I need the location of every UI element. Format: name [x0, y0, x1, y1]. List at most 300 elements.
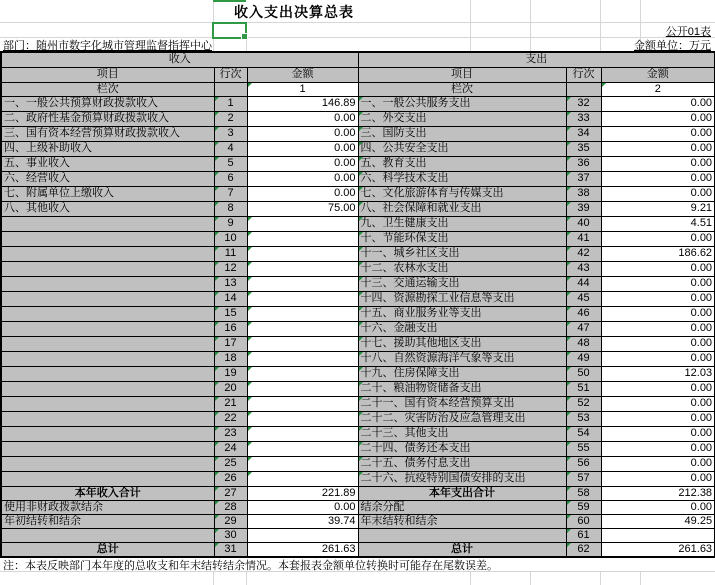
- income-line-cell-text: 24: [224, 442, 237, 454]
- fill-handle[interactable]: [241, 33, 248, 40]
- expense-amount-cell[interactable]: [601, 156, 715, 171]
- expense-colindex-value[interactable]: [601, 82, 715, 96]
- error-indicator-triangle-icon: [359, 307, 363, 311]
- expense-amount-cell[interactable]: [601, 426, 715, 441]
- expense-line-cell[interactable]: [566, 231, 601, 246]
- expense-line-cell[interactable]: [566, 381, 601, 396]
- income-item-cell[interactable]: [1, 514, 214, 528]
- income-line-cell[interactable]: [214, 514, 247, 528]
- expense-line-cell-text: 40: [577, 217, 590, 229]
- income-item-cell[interactable]: [1, 201, 214, 216]
- expense-item-col-header[interactable]: 项目: [358, 67, 566, 82]
- income-item-cell[interactable]: [1, 543, 214, 558]
- income-item-cell[interactable]: [1, 411, 214, 426]
- expense-line-cell[interactable]: [566, 276, 601, 291]
- expense-item-cell[interactable]: [358, 543, 566, 558]
- income-amount-cell[interactable]: [247, 231, 358, 246]
- income-line-cell[interactable]: [214, 456, 247, 471]
- income-line-cell[interactable]: [214, 261, 247, 276]
- expense-line-cell[interactable]: [566, 426, 601, 441]
- table-row: [1, 321, 715, 336]
- error-indicator-triangle-icon: [567, 337, 571, 341]
- expense-item-cell[interactable]: [358, 111, 566, 126]
- expense-item-cell[interactable]: [358, 351, 566, 366]
- expense-amount-cell[interactable]: [601, 216, 715, 231]
- error-indicator-triangle-icon: [248, 292, 252, 296]
- error-indicator-triangle-icon: [359, 172, 363, 176]
- expense-colindex-label[interactable]: 栏次: [358, 82, 566, 96]
- income-amount-cell[interactable]: [247, 543, 358, 558]
- income-line-cell[interactable]: [214, 321, 247, 336]
- expense-line-cell[interactable]: [566, 336, 601, 351]
- expense-line-cell[interactable]: [566, 471, 601, 486]
- expense-amount-cell-text: 0.00: [690, 277, 713, 289]
- income-amount-cell[interactable]: [247, 126, 358, 141]
- income-item-cell[interactable]: [1, 171, 214, 186]
- expense-amount-cell[interactable]: [601, 336, 715, 351]
- income-amount-cell[interactable]: [247, 471, 358, 486]
- table-row: [1, 426, 715, 441]
- income-item-cell[interactable]: [1, 306, 214, 321]
- expense-item-cell[interactable]: [358, 126, 566, 141]
- income-colindex-line-cell[interactable]: [214, 82, 247, 96]
- income-amount-cell[interactable]: [247, 426, 358, 441]
- error-indicator-triangle-icon: [567, 292, 571, 296]
- income-amount-cell[interactable]: [247, 291, 358, 306]
- expense-item-cell[interactable]: [358, 514, 566, 528]
- expense-line-cell-text: 55: [577, 442, 590, 454]
- expense-item-cell[interactable]: [358, 291, 566, 306]
- table-row: [1, 471, 715, 486]
- expense-line-cell[interactable]: [566, 456, 601, 471]
- error-indicator-triangle-icon: [248, 277, 252, 281]
- expense-line-cell[interactable]: [566, 96, 601, 111]
- income-amount-cell[interactable]: [247, 381, 358, 396]
- expense-line-cell[interactable]: [566, 171, 601, 186]
- income-amount-cell[interactable]: [247, 396, 358, 411]
- expense-amount-cell[interactable]: [601, 186, 715, 201]
- expense-line-cell[interactable]: [566, 411, 601, 426]
- error-indicator-triangle-icon: [359, 217, 363, 221]
- income-line-cell[interactable]: [214, 426, 247, 441]
- income-amount-cell[interactable]: [247, 441, 358, 456]
- income-amount-cell[interactable]: [247, 486, 358, 500]
- expense-amount-col-header[interactable]: 金额: [601, 67, 715, 82]
- income-line-cell-text: 9: [227, 217, 234, 229]
- income-amount-cell-text: 0.00: [334, 172, 356, 184]
- income-line-col-header[interactable]: 行次: [214, 67, 247, 82]
- table-row: [1, 291, 715, 306]
- expense-amount-cell-text: 9.21: [690, 202, 713, 214]
- expense-item-cell[interactable]: [358, 306, 566, 321]
- expense-item-cell-text: 结余分配: [360, 500, 405, 513]
- expense-item-cell[interactable]: [358, 171, 566, 186]
- expense-amount-cell[interactable]: [601, 171, 715, 186]
- income-amount-cell[interactable]: [247, 306, 358, 321]
- income-line-cell-text: 12: [224, 262, 237, 274]
- error-indicator-triangle-icon: [359, 337, 363, 341]
- error-indicator-triangle-icon: [215, 127, 219, 131]
- expense-amount-cell[interactable]: [601, 486, 715, 500]
- income-line-cell[interactable]: [214, 186, 247, 201]
- expense-amount-cell-text: 0.00: [690, 472, 713, 484]
- expense-line-cell-text: 33: [577, 112, 590, 124]
- expense-colindex-line-cell[interactable]: [566, 82, 601, 96]
- expense-item-cell[interactable]: [358, 426, 566, 441]
- expense-amount-cell[interactable]: [601, 500, 715, 514]
- sheet-code-label[interactable]: 公开01表: [665, 26, 711, 38]
- expense-amount-cell[interactable]: [601, 291, 715, 306]
- income-amount-cell[interactable]: [247, 141, 358, 156]
- expense-amount-cell[interactable]: [601, 276, 715, 291]
- income-item-cell[interactable]: [1, 456, 214, 471]
- income-line-cell[interactable]: [214, 366, 247, 381]
- expense-amount-cell[interactable]: [601, 381, 715, 396]
- income-item-cell[interactable]: [1, 366, 214, 381]
- expense-amount-cell-text: 0.00: [690, 382, 713, 394]
- expense-line-cell[interactable]: [566, 186, 601, 201]
- expense-amount-cell[interactable]: [601, 543, 715, 558]
- gridline: [640, 571, 641, 585]
- expense-line-cell[interactable]: [566, 500, 601, 514]
- expense-line-cell[interactable]: [566, 514, 601, 528]
- income-line-cell[interactable]: [214, 291, 247, 306]
- income-line-cell[interactable]: [214, 171, 247, 186]
- expense-item-cell[interactable]: [358, 276, 566, 291]
- expense-line-cell[interactable]: [566, 366, 601, 381]
- expense-item-cell[interactable]: [358, 411, 566, 426]
- income-amount-cell[interactable]: [247, 216, 358, 231]
- expense-amount-cell-text: 0.00: [690, 112, 713, 124]
- expense-amount-cell-text: 0.00: [690, 292, 713, 304]
- expense-line-cell[interactable]: [566, 246, 601, 261]
- income-amount-cell[interactable]: [247, 201, 358, 216]
- expense-line-cell[interactable]: [566, 291, 601, 306]
- income-amount-cell[interactable]: [247, 171, 358, 186]
- income-item-cell-text: 二、政府性基金预算财政拨款收入: [4, 112, 169, 124]
- expense-amount-cell-text: 0.00: [690, 352, 713, 364]
- income-amount-cell-text: 146.89: [321, 97, 356, 109]
- income-item-cell[interactable]: [1, 321, 214, 336]
- error-indicator-triangle-icon: [215, 352, 219, 356]
- income-item-cell[interactable]: [1, 426, 214, 441]
- expense-amount-cell[interactable]: [601, 411, 715, 426]
- error-indicator-triangle-icon: [567, 397, 571, 401]
- income-line-cell-text: 8: [227, 202, 234, 214]
- income-line-cell[interactable]: [214, 216, 247, 231]
- table-row: [1, 216, 715, 231]
- income-item-cell[interactable]: [1, 186, 214, 201]
- income-line-cell[interactable]: [214, 126, 247, 141]
- expense-item-cell[interactable]: [358, 500, 566, 514]
- expense-line-cell[interactable]: [566, 306, 601, 321]
- income-amount-cell[interactable]: [247, 456, 358, 471]
- income-line-cell[interactable]: [214, 141, 247, 156]
- expense-line-cell[interactable]: [566, 111, 601, 126]
- income-line-cell[interactable]: [214, 96, 247, 111]
- expense-line-cell-text: 34: [577, 127, 590, 139]
- error-indicator-triangle-icon: [215, 97, 219, 101]
- expense-line-cell-text: 36: [577, 157, 590, 169]
- expense-line-cell[interactable]: [566, 201, 601, 216]
- expense-item-cell-text: 四、公共安全支出: [360, 142, 449, 154]
- expense-amount-cell[interactable]: [601, 126, 715, 141]
- income-item-cell[interactable]: [1, 471, 214, 486]
- expense-item-cell-text: 一、一般公共服务支出: [360, 97, 471, 109]
- error-indicator-triangle-icon: [215, 322, 219, 326]
- error-indicator-triangle-icon: [215, 529, 219, 533]
- error-indicator-triangle-icon: [248, 232, 252, 236]
- expense-amount-cell[interactable]: [601, 306, 715, 321]
- expense-amount-cell[interactable]: [601, 96, 715, 111]
- expense-line-cell[interactable]: [566, 486, 601, 500]
- income-amount-cell[interactable]: [247, 186, 358, 201]
- expense-line-cell-text: 52: [577, 397, 590, 409]
- expense-line-cell[interactable]: [566, 529, 601, 543]
- income-item-cell[interactable]: [1, 141, 214, 156]
- income-item-cell-text: 总计: [96, 543, 119, 556]
- income-item-col-header[interactable]: 项目: [1, 67, 214, 82]
- expense-amount-cell[interactable]: [601, 456, 715, 471]
- expense-item-cell[interactable]: [358, 246, 566, 261]
- income-item-cell[interactable]: [1, 291, 214, 306]
- income-section-header[interactable]: 收入: [1, 52, 358, 67]
- expense-amount-cell[interactable]: [601, 201, 715, 216]
- expense-line-cell[interactable]: [566, 126, 601, 141]
- income-item-cell[interactable]: [1, 231, 214, 246]
- income-line-cell[interactable]: [214, 351, 247, 366]
- income-item-cell[interactable]: [1, 351, 214, 366]
- expense-line-cell-text: 57: [577, 472, 590, 484]
- expense-item-cell-text: 十二、农林水支出: [360, 262, 449, 274]
- expense-amount-cell-text: 212.38: [678, 486, 713, 499]
- income-amount-cell[interactable]: [247, 500, 358, 514]
- expense-item-cell[interactable]: [358, 396, 566, 411]
- expense-amount-cell[interactable]: [601, 261, 715, 276]
- expense-amount-cell[interactable]: [601, 366, 715, 381]
- expense-item-cell[interactable]: [358, 336, 566, 351]
- expense-item-cell-text: 二十一、国有资本经营预算支出: [360, 397, 515, 409]
- expense-item-cell[interactable]: [358, 321, 566, 336]
- error-indicator-triangle-icon: [215, 427, 219, 431]
- income-amount-cell[interactable]: [247, 351, 358, 366]
- income-amount-cell[interactable]: [247, 336, 358, 351]
- expense-amount-cell[interactable]: [601, 471, 715, 486]
- error-indicator-triangle-icon: [248, 352, 252, 356]
- expense-item-cell[interactable]: [358, 231, 566, 246]
- table-row: [1, 366, 715, 381]
- error-indicator-triangle-icon: [567, 487, 571, 491]
- expense-item-cell-text: 年末结转和结余: [360, 514, 438, 527]
- expense-amount-cell[interactable]: [601, 231, 715, 246]
- amount-unit-label[interactable]: 金额单位：万元: [634, 40, 711, 52]
- error-indicator-triangle-icon: [359, 187, 363, 191]
- income-line-cell[interactable]: [214, 336, 247, 351]
- expense-amount-cell[interactable]: [601, 514, 715, 528]
- expense-amount-cell[interactable]: [601, 441, 715, 456]
- income-line-cell[interactable]: [214, 411, 247, 426]
- income-item-cell[interactable]: [1, 396, 214, 411]
- footnote[interactable]: 注：本表反映部门本年度的总收支和年末结转结余情况。本套报表金额单位转换时可能存在尾数误差。: [3, 560, 498, 572]
- expense-section-header[interactable]: 支出: [358, 52, 715, 67]
- income-amount-cell-text: 0.00: [334, 187, 356, 199]
- error-indicator-triangle-icon: [215, 277, 219, 281]
- income-colindex-value[interactable]: [247, 82, 358, 96]
- expense-line-cell[interactable]: [566, 441, 601, 456]
- income-item-cell[interactable]: [1, 261, 214, 276]
- error-indicator-triangle-icon: [215, 543, 219, 547]
- income-line-cell[interactable]: [214, 396, 247, 411]
- table-row: [1, 543, 715, 558]
- income-line-cell[interactable]: [214, 529, 247, 543]
- income-amount-cell[interactable]: [247, 156, 358, 171]
- error-indicator-triangle-icon: [248, 217, 252, 221]
- error-indicator-triangle-icon: [248, 307, 252, 311]
- expense-item-cell[interactable]: [358, 486, 566, 500]
- error-indicator-triangle-icon: [567, 427, 571, 431]
- income-item-cell[interactable]: [1, 126, 214, 141]
- gridline: [0, 22, 715, 23]
- expense-line-cell[interactable]: [566, 141, 601, 156]
- income-line-cell[interactable]: [214, 246, 247, 261]
- expense-item-cell-text: 二十五、债务付息支出: [360, 457, 471, 469]
- expense-item-cell[interactable]: [358, 366, 566, 381]
- expense-item-cell[interactable]: [358, 156, 566, 171]
- expense-line-cell[interactable]: [566, 261, 601, 276]
- expense-amount-cell[interactable]: [601, 396, 715, 411]
- expense-item-cell[interactable]: [358, 141, 566, 156]
- expense-amount-cell-text: 186.62: [678, 247, 713, 259]
- expense-amount-cell[interactable]: [601, 111, 715, 126]
- income-line-cell-text: 2: [227, 112, 234, 124]
- income-amount-col-header[interactable]: 金额: [247, 67, 358, 82]
- error-indicator-triangle-icon: [359, 472, 363, 476]
- error-indicator-triangle-icon: [359, 202, 363, 206]
- error-indicator-triangle-icon: [567, 142, 571, 146]
- income-item-cell[interactable]: [1, 529, 214, 543]
- expense-line-cell[interactable]: [566, 216, 601, 231]
- expense-amount-cell[interactable]: [601, 141, 715, 156]
- income-item-cell[interactable]: [1, 246, 214, 261]
- income-amount-cell[interactable]: [247, 411, 358, 426]
- expense-item-cell[interactable]: [358, 381, 566, 396]
- expense-item-cell[interactable]: [358, 96, 566, 111]
- error-indicator-triangle-icon: [359, 112, 363, 116]
- expense-item-cell[interactable]: [358, 471, 566, 486]
- expense-line-col-header[interactable]: 行次: [566, 67, 601, 82]
- error-indicator-triangle-icon: [567, 367, 571, 371]
- income-line-cell[interactable]: [214, 500, 247, 514]
- error-indicator-triangle-icon: [359, 277, 363, 281]
- expense-line-cell[interactable]: [566, 351, 601, 366]
- income-line-cell[interactable]: [214, 486, 247, 500]
- income-item-cell[interactable]: [1, 156, 214, 171]
- expense-line-cell-text: 43: [577, 262, 590, 274]
- income-item-cell[interactable]: [1, 276, 214, 291]
- expense-line-cell-text: 51: [577, 382, 590, 394]
- gridline: [213, 571, 214, 585]
- error-indicator-triangle-icon: [359, 322, 363, 326]
- expense-item-cell[interactable]: [358, 216, 566, 231]
- error-indicator-triangle-icon: [215, 232, 219, 236]
- table-row: [1, 111, 715, 126]
- income-line-cell-text: 7: [227, 187, 234, 199]
- income-item-cell[interactable]: [1, 441, 214, 456]
- income-line-cell[interactable]: [214, 441, 247, 456]
- error-indicator-triangle-icon: [215, 382, 219, 386]
- income-line-cell[interactable]: [214, 111, 247, 126]
- income-amount-cell[interactable]: [247, 261, 358, 276]
- expense-item-cell[interactable]: [358, 261, 566, 276]
- expense-item-cell[interactable]: [358, 456, 566, 471]
- income-amount-cell[interactable]: [247, 529, 358, 543]
- income-item-cell[interactable]: [1, 500, 214, 514]
- error-indicator-triangle-icon: [567, 322, 571, 326]
- income-item-cell[interactable]: [1, 96, 214, 111]
- expense-line-cell[interactable]: [566, 543, 601, 558]
- income-line-cell[interactable]: [214, 201, 247, 216]
- department-label[interactable]: 部门：随州市数字化城市管理监督指挥中心: [3, 40, 212, 52]
- income-colindex-label[interactable]: 栏次: [1, 82, 214, 96]
- income-amount-cell[interactable]: [247, 514, 358, 528]
- income-amount-cell[interactable]: [247, 276, 358, 291]
- income-item-cell[interactable]: [1, 486, 214, 500]
- income-line-cell[interactable]: [214, 231, 247, 246]
- expense-amount-cell[interactable]: [601, 321, 715, 336]
- income-item-cell[interactable]: [1, 336, 214, 351]
- expense-item-cell[interactable]: [358, 186, 566, 201]
- expense-line-cell-text: 35: [577, 142, 590, 154]
- expense-line-cell[interactable]: [566, 321, 601, 336]
- income-item-cell[interactable]: [1, 111, 214, 126]
- income-amount-cell[interactable]: [247, 366, 358, 381]
- income-line-cell[interactable]: [214, 156, 247, 171]
- income-line-cell-text: 16: [224, 322, 237, 334]
- income-line-cell-text: 27: [224, 486, 237, 499]
- income-line-cell[interactable]: [214, 471, 247, 486]
- expense-amount-cell[interactable]: [601, 351, 715, 366]
- expense-amount-cell[interactable]: [601, 246, 715, 261]
- expense-item-cell[interactable]: [358, 529, 566, 543]
- income-item-cell-text: 四、上级补助收入: [4, 142, 92, 154]
- income-line-cell[interactable]: [214, 276, 247, 291]
- income-amount-cell[interactable]: [247, 246, 358, 261]
- income-line-cell-text: 6: [227, 172, 234, 184]
- expense-line-cell[interactable]: [566, 396, 601, 411]
- income-item-cell-text: 使用非财政拨款结余: [4, 500, 103, 513]
- income-item-cell[interactable]: [1, 381, 214, 396]
- expense-item-cell[interactable]: [358, 441, 566, 456]
- income-line-cell[interactable]: [214, 306, 247, 321]
- error-indicator-triangle-icon: [567, 247, 571, 251]
- page-title[interactable]: 收入支出决算总表: [234, 4, 354, 20]
- income-item-cell[interactable]: [1, 216, 214, 231]
- expense-line-cell[interactable]: [566, 156, 601, 171]
- expense-amount-cell-text: 0.00: [690, 427, 713, 439]
- income-line-cell[interactable]: [214, 381, 247, 396]
- income-amount-cell[interactable]: [247, 111, 358, 126]
- expense-item-cell-text: 七、文化旅游体育与传媒支出: [360, 187, 504, 199]
- income-amount-cell[interactable]: [247, 96, 358, 111]
- income-line-cell[interactable]: [214, 543, 247, 558]
- expense-item-cell[interactable]: [358, 201, 566, 216]
- budget-final-accounts-table: [0, 51, 715, 558]
- expense-amount-cell-text: 0.00: [690, 187, 713, 199]
- income-amount-cell[interactable]: [247, 321, 358, 336]
- expense-amount-cell[interactable]: [601, 529, 715, 543]
- selected-cell-outline[interactable]: [212, 22, 247, 39]
- error-indicator-triangle-icon: [215, 337, 219, 341]
